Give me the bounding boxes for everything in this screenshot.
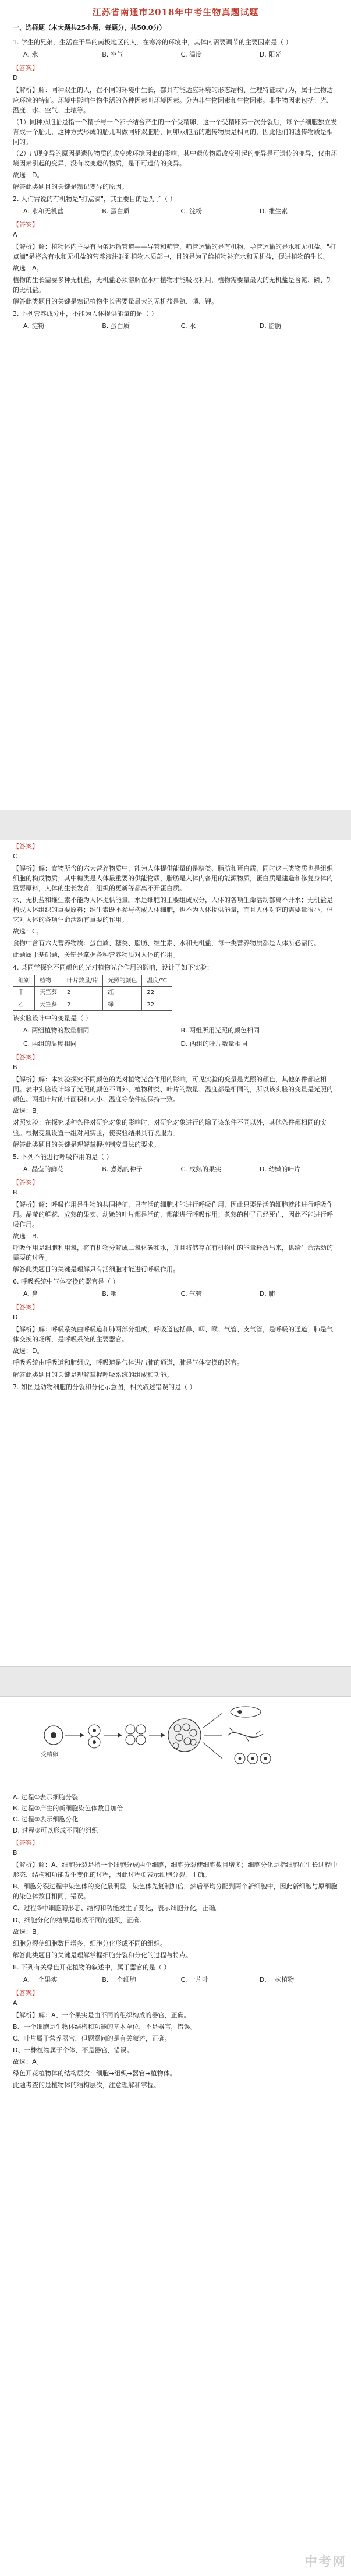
question-3-answer [13,841,338,960]
option-list [23,206,338,216]
analysis-paragraph: 故选：A。 [13,2058,43,2066]
table-header: 组别 [13,975,35,987]
four-cell-icon [104,1725,146,1745]
analysis-paragraph: C、过程③中细胞的形态、结构和功能发生了变化，表示细胞分化，正确。 [13,1904,222,1912]
cell-division-diagram [36,1700,286,1788]
option-d: D. 一株植物 [259,1975,295,1983]
table-header: 光照的颜色 [103,975,142,987]
table-header: 温度/℃ [142,975,172,987]
option-a: A. 过程①表示细胞分裂 [13,1793,79,1801]
question-6 [13,1277,338,1379]
answer-value: A [13,1999,17,2007]
table-cell: 甲 [13,987,35,999]
analysis-paragraph: 食物中含有六大营养物质：蛋白质、糖类、脂肪、维生素、水和无机盐，每一类营养物质都是人体所必需的。 [13,939,320,947]
analysis-paragraph: D、细胞分化的结果是形成不同的组织，正确。 [13,1916,146,1924]
analysis-paragraph: 解答此类题目的关键是理解掌握呼吸系统的组成和功能。 [13,1370,173,1379]
page-1 [0,0,351,810]
option-a: A. 晶莹的鲜花 [23,1165,64,1173]
differentiated-cells-icon [203,1707,271,1764]
answer-label: 【答案】 [13,1839,38,1847]
option-list [23,1039,338,1049]
two-cell-icon [65,1725,100,1748]
analysis-paragraph: 故选：D。 [13,1347,44,1355]
question-text: 4. 某同学探究不同颜色的光对植物光合作用的影响，设计了如下实验： [13,963,213,971]
option-c: C. 过程③表示细胞分化 [13,1816,79,1824]
option-list [23,1026,338,1035]
answer-value: B [13,1849,17,1857]
analysis-paragraph: 【解析】解：呼吸作用是生物的共同特征，只有活的细胞才能进行呼吸作用，因此只要是活的细胞就能进行呼吸作用。晶莹的鲜花、成熟的果实、幼嫩的叶片都是活的，都能进行呼吸作用；煮熟的种子已经死亡，因此不能进行呼吸作用。 [13,1200,333,1228]
analysis-paragraph: B、细胞分裂过程中染色体的变化最明显，染色体先复制加倍，然后平均分配到两个新细胞中，因此新细胞与原细胞的染色体数目相同，错误。 [13,1883,338,1901]
analysis-paragraph: 【解析】解：本实验探究不同颜色的光对植物光合作用的影响，可见实验的变量是光照的颜色，其他条件都应相同。表中实验设计除了光照的颜色不同外，植物种类、叶片的数量、温度都是相同的，所以该实验的变量是光照的颜色。两组叶片的叶面积和大小、温度等条件应保持一致。 [13,1076,333,1104]
question-3 [13,309,338,331]
analysis-paragraph: 绿色开花植物体的结构层次：细胞→组织→器官→植物体。 [13,2070,176,2078]
option-a: A. 一个果实 [23,1975,58,1983]
answer-value: A [13,231,17,239]
page-2 [0,839,351,1666]
option-d: D. 维生素 [259,207,288,215]
analysis-paragraph: 此题属于基础题，关键是掌握各种营养物质对人体的作用。 [13,951,179,959]
question-8 [13,1962,338,2091]
answer-value: C [13,852,17,861]
option-a: A. 鼻 [23,1290,38,1298]
answer-label: 【答案】 [13,221,38,229]
option-b: B. 一个细胞 [102,1975,136,1983]
analysis-paragraph: 水、无机盐和维生素不能为人体提供能量。水是细胞的主要组成成分，人体的各项生命活动都离不开水；无机盐是构成人体组织的重要原料；维生素既不参与构成人体细胞，也不为人体提供能量，而且人体对它的需要量很小，但它对人体的各项生命活动有重要的作用。 [13,896,333,924]
question-text: 8. 下列有关绿色开花植物的叙述中，属于器官的是（ ） [13,1963,171,1971]
cell-division-figure [36,1700,286,1788]
analysis-paragraph: 故选：D。 [13,171,44,179]
answer-value: D [13,1313,18,1322]
analysis-paragraph: 故选：B。 [13,1232,43,1240]
option-list [23,1975,338,1985]
analysis-paragraph: 【解析】解：A、细胞分裂是指一个细胞分成两个细胞，细胞分裂使细胞数目增多；细胞分化是指细胞在生长过程中形态、结构和功能发生变化的过程，因此过程①表示细胞分裂，正确。 [13,1861,338,1879]
question-4 [13,963,338,1150]
question-1 [13,37,338,192]
answer-label: 【答案】 [13,1053,38,1062]
option-c: C. 成熟的果实 [180,1165,222,1173]
fertilized-egg-icon [44,1726,63,1745]
option-c: C. 水 [180,322,196,330]
question-subtext: 该实验设计中的变量是（ ） [13,1014,92,1023]
option-list [23,321,338,331]
option-a: A. 淀粉 [23,322,45,330]
option-d: D. 两组的叶片数量相同 [180,1040,247,1048]
analysis-paragraph: 【解析】解：植物体内主要有两条运输管道——导管和筛管，筛管运输的是有机物，导管运输的是水和无机盐。"打点滴"是将含有水和无机盐的营养液注射到植物木质部中，目的是为了给植物补充水和无机盐，促进植物的生长。 [13,243,336,261]
answer-label: 【答案】 [13,1303,38,1312]
option-list [23,1289,338,1299]
question-text: 1. 学生的兄弟，生活在干旱的南极地区的人，在寒冷的环境中，其体内需要调节的主要因素是（ ） [13,38,292,47]
option-a: A. 水和无机盐 [23,207,64,215]
option-list [23,50,338,59]
table-cell: 22 [142,999,172,1011]
answer-value: B [13,1063,17,1072]
question-text: 3. 下列营养成分中，不能为人体提供能量的是（ ） [13,310,158,318]
table-cell: 天竺葵 [35,999,62,1011]
table-header-row [13,975,172,987]
analysis-paragraph: 【解析】解：呼吸系统由呼吸道和肺两部分组成，呼吸道包括鼻、咽、喉、气管、支气管，是呼吸的通道；肺是气体交换的场所，是呼吸系统的主要器官。 [13,1326,333,1344]
analysis-paragraph: 细胞分裂使细胞数目增多，细胞分化形成不同的组织。 [13,1939,166,1947]
option-c: C. 淀粉 [180,207,203,215]
answer-label: 【答案】 [13,64,38,72]
analysis-paragraph: 呼吸系统由呼吸道和肺组成，呼吸道是气体进出肺的通道，肺是气体交换的器官。 [13,1359,243,1367]
analysis-paragraph: C、叶片属于营养器官，但题意问的是有关叙述，正确。 [13,2034,171,2042]
table-header: 植物 [35,975,62,987]
analysis-paragraph: 故选：B。 [13,1927,43,1936]
option-b: B. 蛋白质 [102,207,130,215]
option-a: A. 水 [23,51,38,59]
analysis-paragraph: 故选：B。 [13,1107,43,1115]
analysis-paragraph: B、一个细胞是生物体结构和功能的基本单位，不是器官，错误。 [13,2022,197,2031]
option-d: D. 阳光 [259,51,282,59]
analysis-paragraph: （2）出现变异的原因是遗传物质的改变或环境因素的影响，其中遗传物质改变引起的变异是可遗传的变异，仅由环境因素引起的变异，没有改变遗传物质，是不可遗传的变异。 [13,149,337,167]
table-row [13,999,172,1011]
option-c: C. 一片叶 [180,1975,209,1983]
table-cell: 乙 [13,999,35,1011]
question-7 [13,1792,338,1960]
option-a: A. 两组植物的数量相同 [23,1027,90,1035]
table-header: 叶片数量/片 [62,975,103,987]
option-d: D. 过程③可以形成不同的组织 [13,1827,98,1835]
table-row [13,987,172,999]
analysis-paragraph: 呼吸作用是细胞利用氧，将有机物分解成二氧化碳和水，并且将储存在有机物中的能量释放出来，供给生命活动的需要的过程。 [13,1244,333,1262]
table-cell: 红 [103,987,142,999]
analysis-paragraph: D、一株植物属于个体，不是器官，错误。 [13,2046,133,2055]
option-c: C. 两组的温度相同 [23,1040,77,1048]
option-c: C. 气管 [180,1290,203,1298]
answer-value: B [13,1188,17,1196]
table-cell: 2 [62,999,103,1011]
option-b: B. 过程②产生的新细胞染色体数目加倍 [13,1805,123,1813]
table-cell: 22 [142,987,172,999]
analysis-paragraph: 【解析】解：食物所含的六大营养物质中，能为人体提供能量的是糖类、脂肪和蛋白质，同时这三类物质也是组织细胞的构成物质；其中糖类是人体最重要的供能物质，脂肪是人体内备用的能源物质，蛋白质是建造和修复身体的重要原料，人体的生长发育、组织的更新等都离不开蛋白质。 [13,865,333,893]
page-separator [0,1666,351,1697]
option-d: D. 肺 [259,1290,275,1298]
analysis-paragraph: 解答此类题目的关键是理解只有活细胞才能进行呼吸作用。 [13,1266,179,1274]
analysis-paragraph: 解答此类题目的关键是理解掌握细胞分裂和分化的过程与特点。 [13,1951,192,1959]
option-b: B. 煮熟的种子 [102,1165,143,1173]
page-3 [0,1696,351,2576]
option-b: B. 咽 [102,1290,117,1298]
page-separator [0,810,351,840]
analysis-paragraph: 植物的生长需要多种无机盐，无机盐必须溶解在水中植物才能吸收利用，植物需要量最大的无机盐是含氮、磷、钾的无机盐。 [13,276,333,294]
answer-label: 【答案】 [13,1178,38,1186]
analysis-paragraph: 故选：A。 [13,265,43,273]
table-cell: 绿 [103,999,142,1011]
section-heading: 一、选择题（本大题共25小题，每题分，共50.0分） [13,24,166,32]
answer-label: 【答案】 [13,843,38,850]
table-cell: 天竺葵 [35,987,62,999]
analysis-paragraph: 故选：C。 [13,928,43,936]
option-d: D. 脂肪 [259,322,282,330]
question-2 [13,194,338,306]
experiment-table [13,975,172,1012]
question-7-stem [13,1382,338,1392]
question-text: 7. 如图是动物细胞的分裂和分化示意图，相关叙述错误的是（ ） [13,1383,196,1391]
option-d: D. 幼嫩的叶片 [259,1165,301,1173]
option-c: C. 温度 [180,51,203,59]
analysis-paragraph: （1）同种双胞胎是指一个精子与一个卵子结合产生的一个受精卵，这一个受精卵第一次分裂后，每个子细胞独立发育成一个胎儿，这种方式形成的胎儿叫做同卵双胞胎，同卵双胞胎的遗传物质是相同的，因此他们的遗传物质是相同的。 [13,118,337,146]
option-list [23,1164,338,1174]
question-text: 2. 人们常说的有机物是"打点滴"，其主要目的是为了（ ） [13,195,176,203]
site-watermark-logo: 中考网 [304,2554,346,2570]
cell-mass-icon [149,1719,201,1752]
figure-label-fertilized-egg: 受精卵 [41,1752,58,1758]
analysis-paragraph: 解答此类题目的关键是理解掌握控制变量法的要求。 [13,1140,160,1148]
analysis-paragraph: 【解析】解：同种双生的人，在不同的环境中生长，都具有能适应环境的形态结构、生理特征或行为，属于生物适应环境的特征。环境中影响生物生活的各种因素叫环境因素。分为非生物因素和生物因素。非生物因素包括：光、温度、水、空气、土壤等。 [13,86,333,114]
option-b: B. 蛋白质 [102,322,130,330]
analysis-paragraph: 此题考查的是植物体的结构层次，注意理解和掌握。 [13,2081,160,2089]
question-5 [13,1152,338,1275]
analysis-paragraph: 解答此类题目的关键是熟记植物生长需要量最大的无机盐是氮、磷、钾。 [13,298,218,306]
page-title: 江苏省南通市2018年中考生物真题试题 [92,7,259,17]
analysis-paragraph: 【解析】解：A、一个果实是由不同的组织构成的器官，正确。 [13,2011,190,2019]
answer-value: D [13,74,18,82]
analysis-paragraph: 对照实验：在探究某种条件对研究对象的影响时，对研究对象进行的除了该条件不同以外，其他条件都相同的实验。根据变量设置一组对照实验，使实验结果具有说服力。 [13,1119,327,1137]
analysis-paragraph: 解答此类题目的关键是熟记变异的原因。 [13,182,128,191]
question-text: 6. 呼吸系统中气体交换的器官是（ ） [13,1278,119,1286]
question-text: 5. 下列不能进行呼吸作用的是（ ） [13,1153,113,1161]
option-b: B. 两组所用光照的颜色相同 [180,1027,260,1035]
table-cell: 2 [62,987,103,999]
option-b: B. 空气 [102,51,123,59]
answer-label: 【答案】 [13,1989,38,1997]
